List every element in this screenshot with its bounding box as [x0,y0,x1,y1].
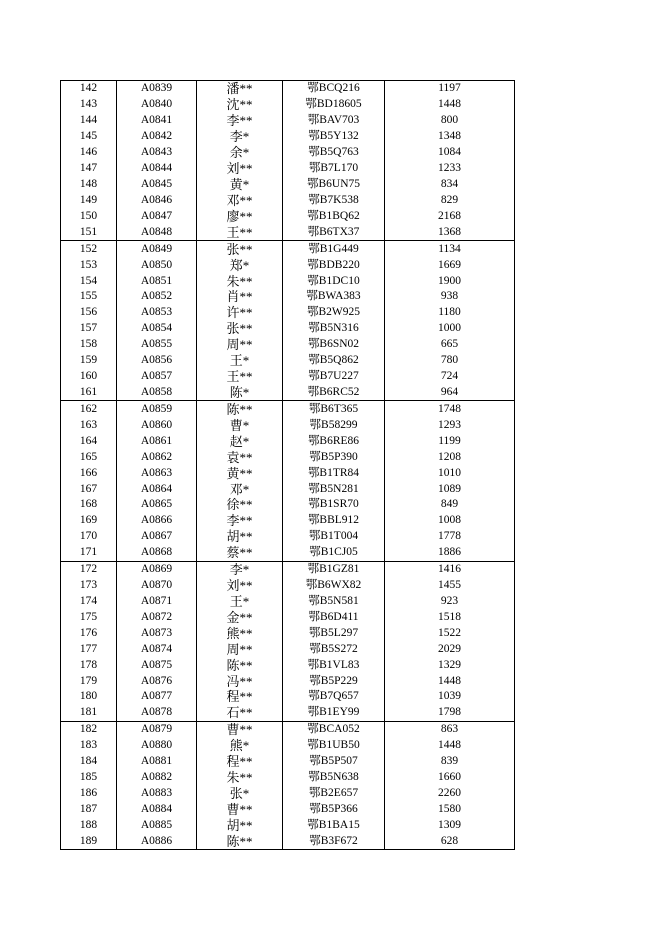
cell-plate[interactable]: 鄂B2E657 [283,786,385,802]
cell-id[interactable]: A0866 [117,513,197,529]
cell-value[interactable]: 2029 [385,641,515,657]
cell-plate[interactable]: 鄂B1GZ81 [283,561,385,577]
cell-plate[interactable]: 鄂B1BQ62 [283,208,385,224]
table-row [61,705,515,721]
cell-value[interactable]: 1455 [385,578,515,594]
cell-id[interactable]: A0880 [117,738,197,754]
cell-value[interactable]: 964 [385,385,515,401]
cell-index[interactable]: 154 [61,273,117,289]
cell-index[interactable]: 153 [61,257,117,273]
cell-value[interactable]: 724 [385,369,515,385]
cell-index[interactable]: 155 [61,289,117,305]
cell-plate[interactable]: 鄂B5P229 [283,673,385,689]
cell-id[interactable]: A0882 [117,770,197,786]
cell-value[interactable]: 1199 [385,433,515,449]
cell-value[interactable]: 1010 [385,465,515,481]
cell-name[interactable]: 王** [197,369,283,385]
cell-index[interactable]: 161 [61,385,117,401]
cell-value[interactable]: 1660 [385,770,515,786]
cell-name[interactable]: 李** [197,513,283,529]
cell-id[interactable]: A0852 [117,289,197,305]
cell-plate[interactable]: 鄂B1CJ05 [283,545,385,561]
cell-value[interactable]: 1669 [385,257,515,273]
cell-index[interactable]: 176 [61,625,117,641]
cell-value[interactable]: 1886 [385,545,515,561]
table-row [61,81,515,97]
cell-id[interactable]: A0859 [117,401,197,417]
cell-value[interactable]: 665 [385,337,515,353]
cell-plate[interactable]: 鄂B2W925 [283,305,385,321]
cell-id[interactable]: A0842 [117,129,197,145]
cell-plate[interactable]: 鄂B1VL83 [283,657,385,673]
cell-plate[interactable]: 鄂B6SN02 [283,337,385,353]
table-row [61,192,515,208]
cell-index[interactable]: 175 [61,609,117,625]
cell-index[interactable]: 173 [61,578,117,594]
cell-id[interactable]: A0856 [117,353,197,369]
table-row [61,241,515,257]
cell-id[interactable]: A0844 [117,161,197,177]
table-row [61,129,515,145]
cell-index[interactable]: 152 [61,241,117,257]
table-row [61,257,515,273]
cell-index[interactable]: 180 [61,689,117,705]
cell-name[interactable]: 陈** [197,833,283,849]
cell-plate[interactable]: 鄂BCQ216 [283,81,385,97]
table-row [61,594,515,610]
cell-plate[interactable]: 鄂B5Q763 [283,145,385,161]
cell-name[interactable]: 张* [197,786,283,802]
cell-plate[interactable]: 鄂B3F672 [283,833,385,849]
cell-plate[interactable]: 鄂BD18605 [283,97,385,113]
table-row [61,97,515,113]
cell-value[interactable]: 1416 [385,561,515,577]
cell-name[interactable]: 黄* [197,177,283,193]
cell-index[interactable]: 166 [61,465,117,481]
table-row [61,208,515,224]
table-row [61,561,515,577]
cell-index[interactable]: 178 [61,657,117,673]
table-row [61,177,515,193]
cell-id[interactable]: A0845 [117,177,197,193]
table-row [61,497,515,513]
cell-plate[interactable]: 鄂B5P390 [283,449,385,465]
cell-index[interactable]: 164 [61,433,117,449]
table-row [61,449,515,465]
cell-plate[interactable]: 鄂B7L170 [283,161,385,177]
cell-name[interactable]: 程** [197,754,283,770]
cell-plate[interactable]: 鄂B1TR84 [283,465,385,481]
table-row [61,770,515,786]
cell-value[interactable]: 1348 [385,129,515,145]
cell-id[interactable]: A0867 [117,529,197,545]
cell-value[interactable]: 2168 [385,208,515,224]
cell-id[interactable]: A0885 [117,817,197,833]
cell-id[interactable]: A0857 [117,369,197,385]
cell-plate[interactable]: 鄂B5Q862 [283,353,385,369]
cell-plate[interactable]: 鄂BDB220 [283,257,385,273]
table-row [61,578,515,594]
table-row [61,433,515,449]
cell-name[interactable]: 邓* [197,481,283,497]
cell-index[interactable]: 144 [61,113,117,129]
cell-id[interactable]: A0875 [117,657,197,673]
cell-index[interactable]: 165 [61,449,117,465]
cell-plate[interactable]: 鄂BAV703 [283,113,385,129]
cell-id[interactable]: A0871 [117,594,197,610]
cell-value[interactable]: 1798 [385,705,515,721]
cell-name[interactable]: 许** [197,305,283,321]
cell-value[interactable]: 1522 [385,625,515,641]
cell-name[interactable]: 刘** [197,161,283,177]
cell-index[interactable]: 179 [61,673,117,689]
cell-name[interactable]: 周** [197,641,283,657]
cell-value[interactable]: 800 [385,113,515,129]
cell-id[interactable]: A0858 [117,385,197,401]
cell-value[interactable]: 839 [385,754,515,770]
cell-value[interactable]: 849 [385,497,515,513]
cell-name[interactable]: 程** [197,689,283,705]
table-row [61,545,515,561]
cell-index[interactable]: 182 [61,721,117,737]
cell-id[interactable]: A0843 [117,145,197,161]
cell-value[interactable]: 834 [385,177,515,193]
cell-index[interactable]: 169 [61,513,117,529]
cell-name[interactable]: 邓** [197,192,283,208]
cell-plate[interactable]: 鄂B5Y132 [283,129,385,145]
cell-index[interactable]: 183 [61,738,117,754]
table-row [61,738,515,754]
cell-plate[interactable]: 鄂B5N316 [283,321,385,337]
table-row [61,657,515,673]
cell-index[interactable]: 181 [61,705,117,721]
cell-id[interactable]: A0886 [117,833,197,849]
cell-value[interactable]: 1368 [385,224,515,240]
cell-value[interactable]: 923 [385,594,515,610]
cell-value[interactable]: 1208 [385,449,515,465]
cell-id[interactable]: A0873 [117,625,197,641]
cell-id[interactable]: A0884 [117,801,197,817]
cell-index[interactable]: 159 [61,353,117,369]
cell-name[interactable]: 余* [197,145,283,161]
cell-index[interactable]: 188 [61,817,117,833]
cell-name[interactable]: 陈** [197,401,283,417]
cell-value[interactable]: 1748 [385,401,515,417]
cell-index[interactable]: 145 [61,129,117,145]
cell-plate[interactable]: 鄂B5P366 [283,801,385,817]
cell-value[interactable]: 1448 [385,673,515,689]
cell-name[interactable]: 沈** [197,97,283,113]
table-row [61,673,515,689]
table-row [61,481,515,497]
cell-plate[interactable]: 鄂BWA383 [283,289,385,305]
cell-name[interactable]: 王* [197,594,283,610]
cell-index[interactable]: 184 [61,754,117,770]
cell-plate[interactable]: 鄂B5S272 [283,641,385,657]
cell-name[interactable]: 王* [197,353,283,369]
cell-name[interactable]: 蔡** [197,545,283,561]
cell-value[interactable]: 2260 [385,786,515,802]
cell-name[interactable]: 刘** [197,578,283,594]
cell-plate[interactable]: 鄂BBL912 [283,513,385,529]
cell-value[interactable]: 1089 [385,481,515,497]
cell-id[interactable]: A0874 [117,641,197,657]
cell-index[interactable]: 187 [61,801,117,817]
cell-id[interactable]: A0872 [117,609,197,625]
cell-plate[interactable]: 鄂BCA052 [283,721,385,737]
cell-id[interactable]: A0846 [117,192,197,208]
spreadsheet-table [60,80,515,850]
cell-id[interactable]: A0879 [117,721,197,737]
cell-plate[interactable]: 鄂B6RC52 [283,385,385,401]
cell-name[interactable]: 肖** [197,289,283,305]
cell-name[interactable]: 熊* [197,738,283,754]
cell-index[interactable]: 167 [61,481,117,497]
cell-name[interactable]: 李* [197,561,283,577]
table-row [61,337,515,353]
cell-name[interactable]: 潘** [197,81,283,97]
cell-name[interactable]: 金** [197,609,283,625]
cell-index[interactable]: 160 [61,369,117,385]
table-row [61,641,515,657]
cell-index[interactable]: 170 [61,529,117,545]
cell-id[interactable]: A0848 [117,224,197,240]
cell-plate[interactable]: 鄂B5N281 [283,481,385,497]
cell-index[interactable]: 151 [61,224,117,240]
cell-index[interactable]: 150 [61,208,117,224]
cell-value[interactable]: 863 [385,721,515,737]
cell-index[interactable]: 142 [61,81,117,97]
cell-value[interactable]: 829 [385,192,515,208]
cell-plate[interactable]: 鄂B1G449 [283,241,385,257]
cell-name[interactable]: 陈* [197,385,283,401]
cell-id[interactable]: A0877 [117,689,197,705]
cell-id[interactable]: A0855 [117,337,197,353]
cell-name[interactable]: 曹** [197,721,283,737]
cell-id[interactable]: A0839 [117,81,197,97]
cell-name[interactable]: 曹** [197,801,283,817]
table-row [61,689,515,705]
table-row [61,817,515,833]
cell-index[interactable]: 162 [61,401,117,417]
cell-id[interactable]: A0840 [117,97,197,113]
cell-value[interactable]: 1580 [385,801,515,817]
cell-id[interactable]: A0851 [117,273,197,289]
cell-plate[interactable]: 鄂B58299 [283,417,385,433]
cell-id[interactable]: A0876 [117,673,197,689]
table-row [61,385,515,401]
cell-name[interactable]: 李* [197,129,283,145]
cell-value[interactable]: 1039 [385,689,515,705]
cell-value[interactable]: 780 [385,353,515,369]
cell-index[interactable]: 171 [61,545,117,561]
table-body [61,81,515,850]
cell-id[interactable]: A0861 [117,433,197,449]
cell-name[interactable]: 王** [197,224,283,240]
cell-value[interactable]: 1197 [385,81,515,97]
cell-index[interactable]: 189 [61,833,117,849]
cell-index[interactable]: 158 [61,337,117,353]
cell-id[interactable]: A0849 [117,241,197,257]
table-row [61,369,515,385]
cell-id[interactable]: A0850 [117,257,197,273]
cell-plate[interactable]: 鄂B1DC10 [283,273,385,289]
cell-name[interactable]: 胡** [197,817,283,833]
table-row [61,401,515,417]
cell-name[interactable]: 朱** [197,770,283,786]
cell-name[interactable]: 廖** [197,208,283,224]
cell-name[interactable]: 张** [197,241,283,257]
cell-name[interactable]: 周** [197,337,283,353]
table-row [61,353,515,369]
cell-plate[interactable]: 鄂B6UN75 [283,177,385,193]
cell-index[interactable]: 148 [61,177,117,193]
table-row [61,273,515,289]
cell-id[interactable]: A0854 [117,321,197,337]
table-row [61,513,515,529]
table-row [61,801,515,817]
table-row [61,289,515,305]
cell-id[interactable]: A0883 [117,786,197,802]
cell-value[interactable]: 1518 [385,609,515,625]
cell-id[interactable]: A0878 [117,705,197,721]
cell-index[interactable]: 149 [61,192,117,208]
cell-index[interactable]: 156 [61,305,117,321]
cell-plate[interactable]: 鄂B1EY99 [283,705,385,721]
cell-name[interactable]: 熊** [197,625,283,641]
cell-index[interactable]: 147 [61,161,117,177]
cell-name[interactable]: 曹* [197,417,283,433]
cell-value[interactable]: 1180 [385,305,515,321]
cell-name[interactable]: 赵* [197,433,283,449]
cell-index[interactable]: 146 [61,145,117,161]
cell-plate[interactable]: 鄂B5P507 [283,754,385,770]
cell-name[interactable]: 黄** [197,465,283,481]
cell-id[interactable]: A0881 [117,754,197,770]
cell-plate[interactable]: 鄂B6TX37 [283,224,385,240]
cell-id[interactable]: A0841 [117,113,197,129]
cell-name[interactable]: 石** [197,705,283,721]
cell-id[interactable]: A0868 [117,545,197,561]
cell-value[interactable]: 1293 [385,417,515,433]
cell-plate[interactable]: 鄂B7Q657 [283,689,385,705]
cell-plate[interactable]: 鄂B1UB50 [283,738,385,754]
cell-value[interactable]: 1233 [385,161,515,177]
cell-id[interactable]: A0860 [117,417,197,433]
cell-id[interactable]: A0853 [117,305,197,321]
cell-index[interactable]: 177 [61,641,117,657]
table-row [61,224,515,240]
cell-id[interactable]: A0847 [117,208,197,224]
table-row [61,113,515,129]
cell-id[interactable]: A0870 [117,578,197,594]
cell-value[interactable]: 1008 [385,513,515,529]
cell-index[interactable]: 186 [61,786,117,802]
cell-name[interactable]: 胡** [197,529,283,545]
cell-name[interactable]: 郑* [197,257,283,273]
table-row [61,161,515,177]
cell-name[interactable]: 徐** [197,497,283,513]
cell-name[interactable]: 袁** [197,449,283,465]
cell-value[interactable]: 1448 [385,738,515,754]
cell-name[interactable]: 冯** [197,673,283,689]
cell-plate[interactable]: 鄂B5L297 [283,625,385,641]
cell-index[interactable]: 143 [61,97,117,113]
cell-plate[interactable]: 鄂B1BA15 [283,817,385,833]
cell-index[interactable]: 163 [61,417,117,433]
cell-value[interactable]: 1448 [385,97,515,113]
cell-plate[interactable]: 鄂B6T365 [283,401,385,417]
cell-plate[interactable]: 鄂B7U227 [283,369,385,385]
cell-plate[interactable]: 鄂B6RE86 [283,433,385,449]
cell-id[interactable]: A0864 [117,481,197,497]
table-row [61,833,515,849]
cell-value[interactable]: 1000 [385,321,515,337]
table-row [61,721,515,737]
cell-value[interactable]: 1329 [385,657,515,673]
cell-plate[interactable]: 鄂B5N638 [283,770,385,786]
cell-name[interactable]: 陈** [197,657,283,673]
cell-name[interactable]: 李** [197,113,283,129]
table-row [61,145,515,161]
cell-value[interactable]: 1084 [385,145,515,161]
cell-value[interactable]: 938 [385,289,515,305]
cell-value[interactable]: 1134 [385,241,515,257]
cell-index[interactable]: 172 [61,561,117,577]
cell-index[interactable]: 157 [61,321,117,337]
table-row [61,625,515,641]
cell-id[interactable]: A0862 [117,449,197,465]
cell-plate[interactable]: 鄂B7K538 [283,192,385,208]
cell-value[interactable]: 1778 [385,529,515,545]
cell-plate[interactable]: 鄂B6WX82 [283,578,385,594]
table-row [61,321,515,337]
cell-value[interactable]: 1900 [385,273,515,289]
cell-plate[interactable]: 鄂B1T004 [283,529,385,545]
cell-value[interactable]: 628 [385,833,515,849]
table-row [61,786,515,802]
table-row [61,465,515,481]
table-row [61,305,515,321]
cell-index[interactable]: 174 [61,594,117,610]
cell-value[interactable]: 1309 [385,817,515,833]
cell-name[interactable]: 朱** [197,273,283,289]
cell-id[interactable]: A0865 [117,497,197,513]
cell-index[interactable]: 168 [61,497,117,513]
cell-id[interactable]: A0863 [117,465,197,481]
table-row [61,754,515,770]
cell-index[interactable]: 185 [61,770,117,786]
table-row [61,529,515,545]
table-row [61,417,515,433]
cell-id[interactable]: A0869 [117,561,197,577]
cell-plate[interactable]: 鄂B1SR70 [283,497,385,513]
table-row [61,609,515,625]
cell-plate[interactable]: 鄂B5N581 [283,594,385,610]
cell-name[interactable]: 张** [197,321,283,337]
cell-plate[interactable]: 鄂B6D411 [283,609,385,625]
